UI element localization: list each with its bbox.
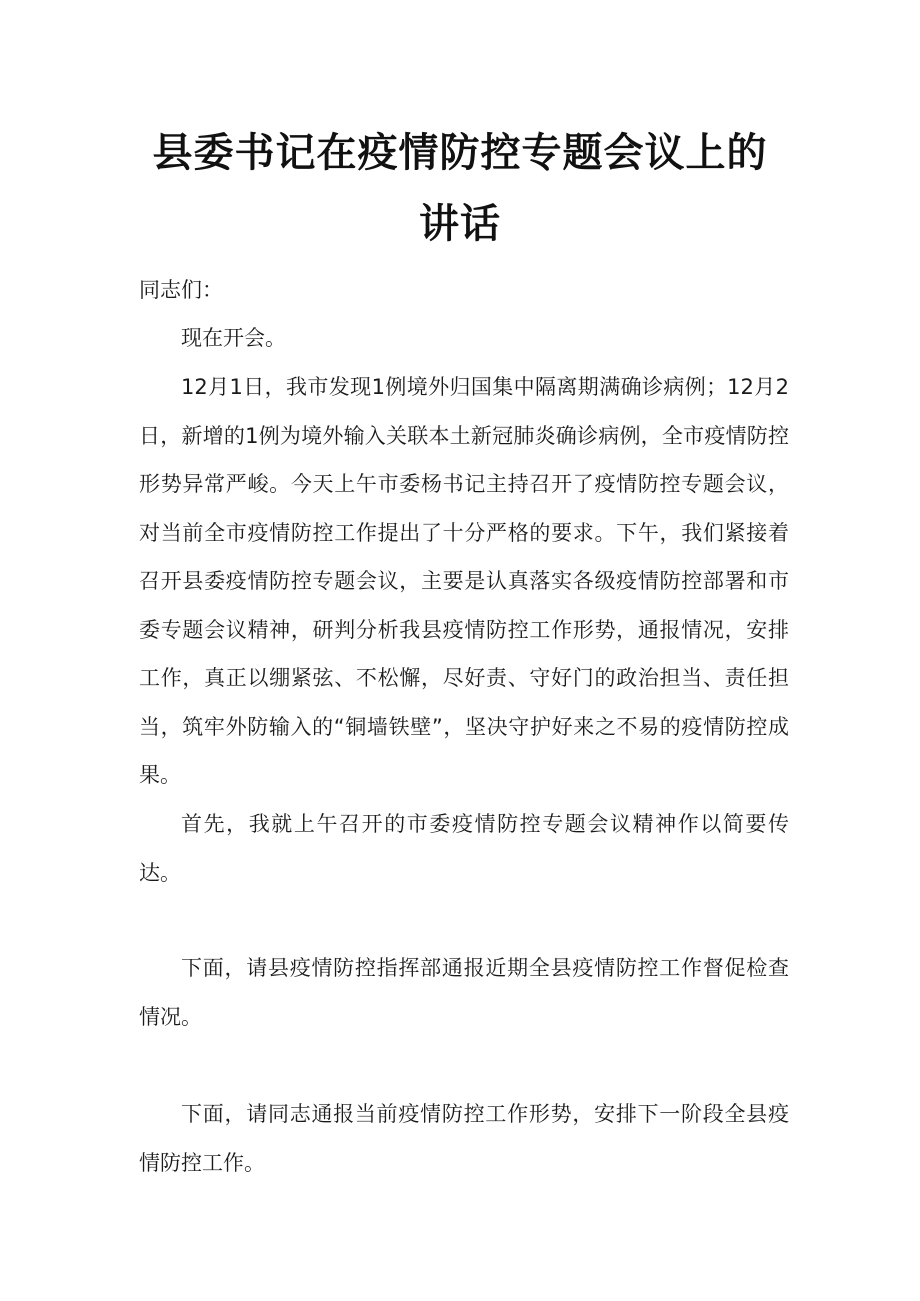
paragraph-opening: 现在开会。 — [181, 326, 286, 350]
document-title-line-2: 讲话 — [419, 201, 501, 247]
document-title-line-1: 县委书记在疫情防控专题会议上的 — [152, 130, 768, 176]
paragraph-third-agenda: 下面，请同志通报当前疫情防控工作形势，安排下一阶段全县疫情防控工作。 — [139, 1102, 789, 1175]
paragraph-situation: 12月1日，我市发现1例境外归国集中隔离期满确诊病例；12月2日，新增的1例为境外输入关联本土新冠肺炎确诊病例，全市疫情防控形势异常严峻。今天上午市委杨书记主持召开了疫情防控专题会议，对当前全市疫情防控工作提出了十分严格的要求。下午，我们紧接着召开县委疫情防控专题会议，主要是认真落实各级疫情防控部署和市委专题会议精神，研判分析我县疫情防控工作形势，通报情况，安排工作，真正以绷紧弦、不松懈，尽好责、守好门的政治担当、责任担当，筑牢外防输入的“铜墙铁壁”，坚决守护好来之不易的疫情防控成果。 — [139, 375, 789, 787]
paragraph-first-agenda: 首先，我就上午召开的市委疫情防控专题会议精神作以简要传达。 — [139, 812, 789, 885]
paragraph-second-agenda: 下面，请县疫情防控指挥部通报近期全县疫情防控工作督促检查情况。 — [139, 956, 789, 1029]
greeting: 同志们： — [139, 278, 223, 302]
